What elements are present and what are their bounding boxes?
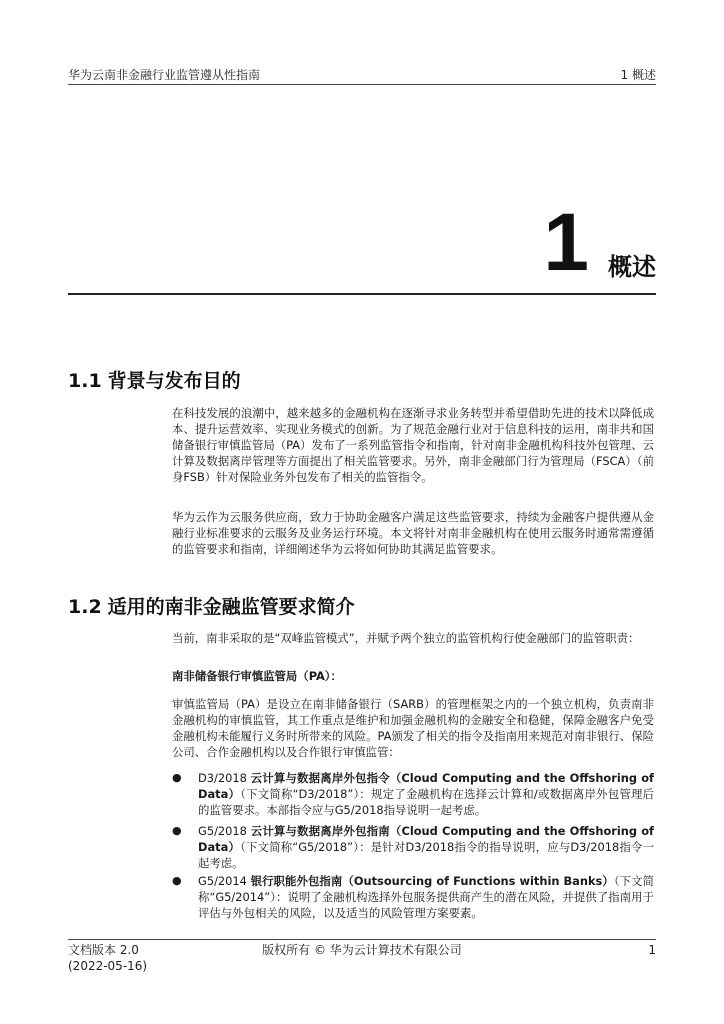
footer-rule	[68, 939, 656, 940]
regulation-desc: （下文简称“D3/2018”）：规定了金融机构在选择云计算和/或数据离岸外包管理后的监管要求。本部指令应与G5/2018指导说明一起考虑。	[198, 787, 654, 817]
pa-heading: 南非储备银行审慎监管局（PA）：	[172, 669, 342, 683]
page-number: 1	[648, 943, 656, 957]
bullet-dot-icon: ●	[172, 874, 182, 887]
paragraph-intro: 当前，南非采取的是“双峰监管模式”，并赋予两个独立的监管机构行使金融部门的监管职责：	[172, 631, 640, 645]
chapter-number: 1	[543, 197, 589, 288]
paragraph-purpose: 华为云作为云服务供应商，致力于协助金融客户满足这些监管要求，持续为金融客户提供遵从金融行业标准要求的云服务及业务运行环境。本文将针对南非金融机构在使用云服务时通常需遵循的监管要求和指南，详细阐述华为云将如何协助其满足监管要求。	[172, 510, 654, 556]
bullet-dot-icon: ●	[172, 771, 182, 784]
regulation-desc: （下文简称“G5/2018”）：是针对D3/2018指令的指导说明，应与D3/2018指令一起考虑。	[198, 840, 654, 870]
bullet-dot-icon: ●	[172, 824, 182, 837]
header-chapter-label: 1 概述	[620, 68, 656, 82]
section-number: 1.1	[68, 370, 102, 392]
chapter-title: 概述	[608, 253, 656, 281]
chapter-rule	[68, 293, 656, 295]
section-number: 1.2	[68, 596, 102, 618]
regulation-desc: （下文简称“G5/2014”）：说明了金融机构选择外包服务提供商产生的潜在风险，并提供了指南用于评估与外包相关的风险，以及适当的风险管理方案要素。	[198, 874, 654, 920]
header-doc-title: 华为云南非金融行业监管遵从性指南	[68, 68, 261, 82]
running-header	[68, 66, 656, 84]
section-heading-1-1	[68, 368, 241, 394]
regulation-code: G5/2014	[198, 874, 251, 888]
regulation-code: D3/2018	[198, 771, 251, 785]
regulation-name: 云计算与数据离岸外包指南（Cloud Computing and the Offshoring of Data）	[198, 824, 654, 854]
section-title: 背景与发布目的	[107, 370, 241, 392]
paragraph-pa: 审慎监管局（PA）是设立在南非储备银行（SARB）的管理框架之内的一个独立机构，负责南非金融机构的审慎监管，其工作重点是维护和加强金融机构的金融安全和稳健，保障金融客户免受金融机构未能履行义务时所带来的风险。PA颁发了相关的指令及指南用来规范对南非银行、保险公司、合作金融机构以及合作银行审慎监管：	[172, 697, 654, 759]
footer-copyright: 版权所有 © 华为云计算技术有限公司	[262, 943, 462, 957]
section-heading-1-2	[68, 594, 355, 620]
paragraph-background: 在科技发展的浪潮中，越来越多的金融机构在逐渐寻求业务转型并希望借助先进的技术以降低成本、提升运营效率、实现业务模式的创新。为了规范金融行业对于信息科技的运用，南非共和国储备银行审慎监管局（PA）发布了一系列监管指令和指南，针对南非金融机构科技外包管理、云计算及数据离岸管理等方面提出了相关监管要求。另外，南非金融部门行为管理局（FSCA）（前身FSB）针对保险业务外包发布了相关的监管指令。	[172, 406, 654, 484]
regulation-name: 云计算与数据离岸外包指令（Cloud Computing and the Offshoring of Data）	[198, 771, 654, 801]
regulation-code: G5/2018	[198, 824, 251, 838]
header-rule	[68, 84, 656, 85]
version-date: (2022-05-16)	[68, 959, 148, 973]
section-title: 适用的南非金融监管要求简介	[107, 596, 355, 618]
regulation-name: 银行职能外包指南（Outsourcing of Functions within Banks）	[250, 874, 614, 888]
version-label: 文档版本 2.0	[68, 943, 139, 957]
